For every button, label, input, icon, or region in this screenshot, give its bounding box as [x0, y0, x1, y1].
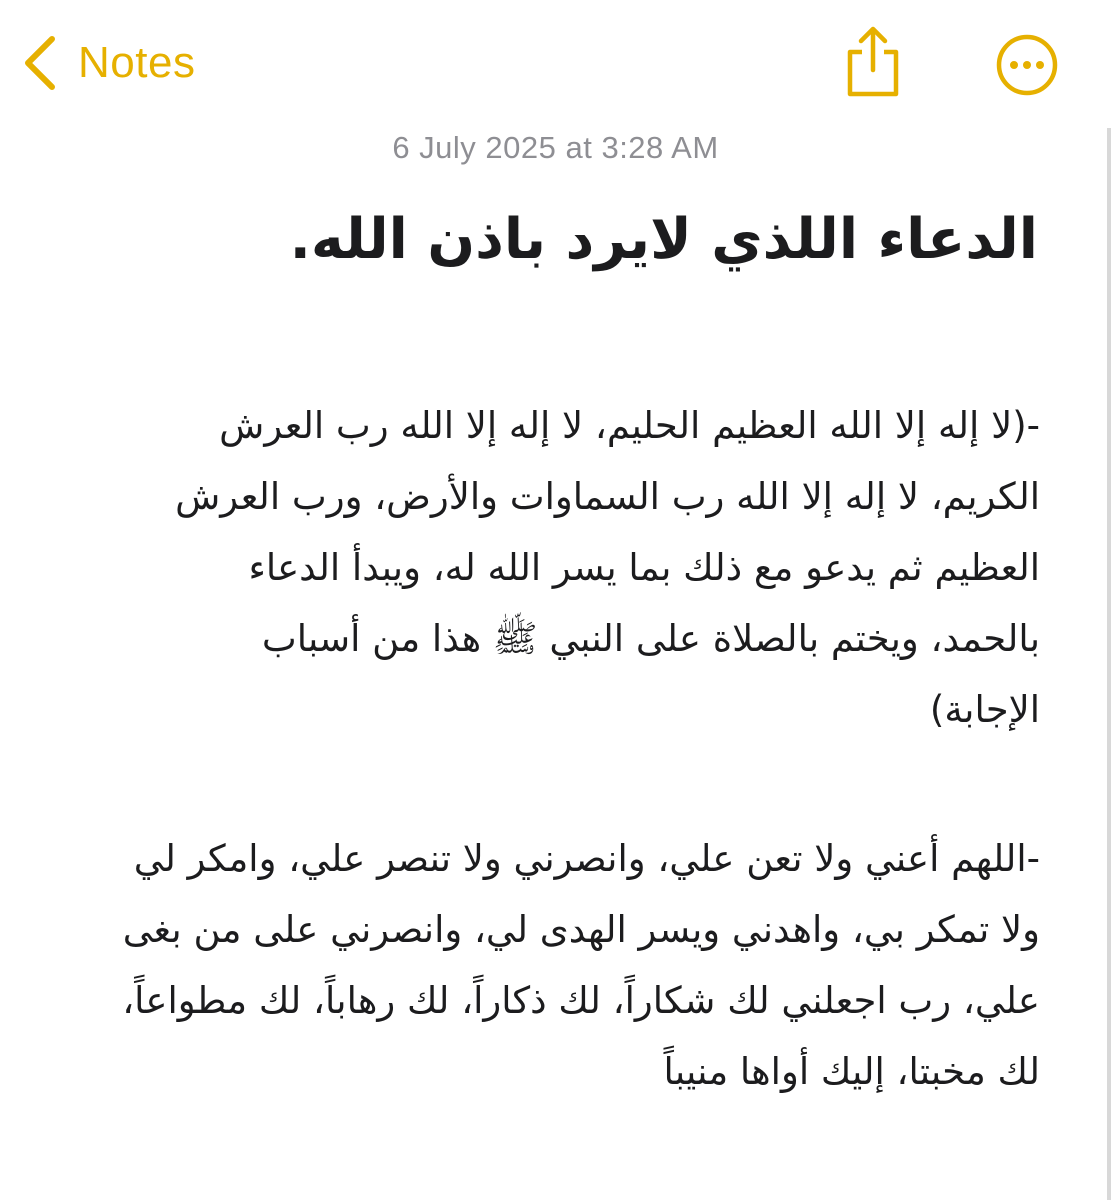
paragraph-line: بالحمد، ويختم بالصلاة على النبي ﷺ هذا من أسباب	[261, 617, 1040, 660]
more-options-button[interactable]	[996, 34, 1058, 96]
chevron-left-icon	[22, 35, 58, 91]
paragraph-line: العظيم ثم يدعو مع ذلك بما يسر الله له، ويبدأ الدعاء	[248, 546, 1040, 589]
paragraph-line: -(لا إله إلا الله العظيم الحليم، لا إله إلا الله رب العرش	[219, 404, 1040, 447]
share-button[interactable]	[840, 26, 906, 98]
scrollbar[interactable]	[1107, 128, 1111, 1200]
note-paragraph-1[interactable]	[60, 390, 1040, 745]
paragraph-line: -اللهم أعني ولا تعن علي، وانصرني ولا تنصر علي، وامكر لي	[133, 837, 1040, 880]
share-icon	[840, 26, 906, 98]
back-button-label: Notes	[78, 38, 196, 87]
paragraph-line: الكريم، لا إله إلا الله رب السماوات والأرض، ورب العرش	[175, 475, 1040, 518]
paragraph-line: لك مخبتا، إليك أواها منيباً	[663, 1050, 1040, 1093]
paragraph-line: الإجابة)	[929, 688, 1040, 731]
paragraph-line: علي، رب اجعلني لك شكاراً، لك ذكاراً، لك رهاباً، لك مطواعاً،	[122, 979, 1040, 1022]
navigation-bar	[0, 0, 1111, 120]
ellipsis-circle-icon	[996, 34, 1058, 96]
note-paragraph-2[interactable]	[60, 823, 1040, 1107]
note-title[interactable]: الدعاء اللذي لايرد باذن الله.	[289, 207, 1038, 272]
paragraph-line: ولا تمكر بي، واهدني ويسر الهدى لي، وانصرني على من بغى	[122, 908, 1040, 951]
note-date: 6 July 2025 at 3:28 AM	[392, 130, 719, 165]
back-button[interactable]	[22, 30, 195, 96]
